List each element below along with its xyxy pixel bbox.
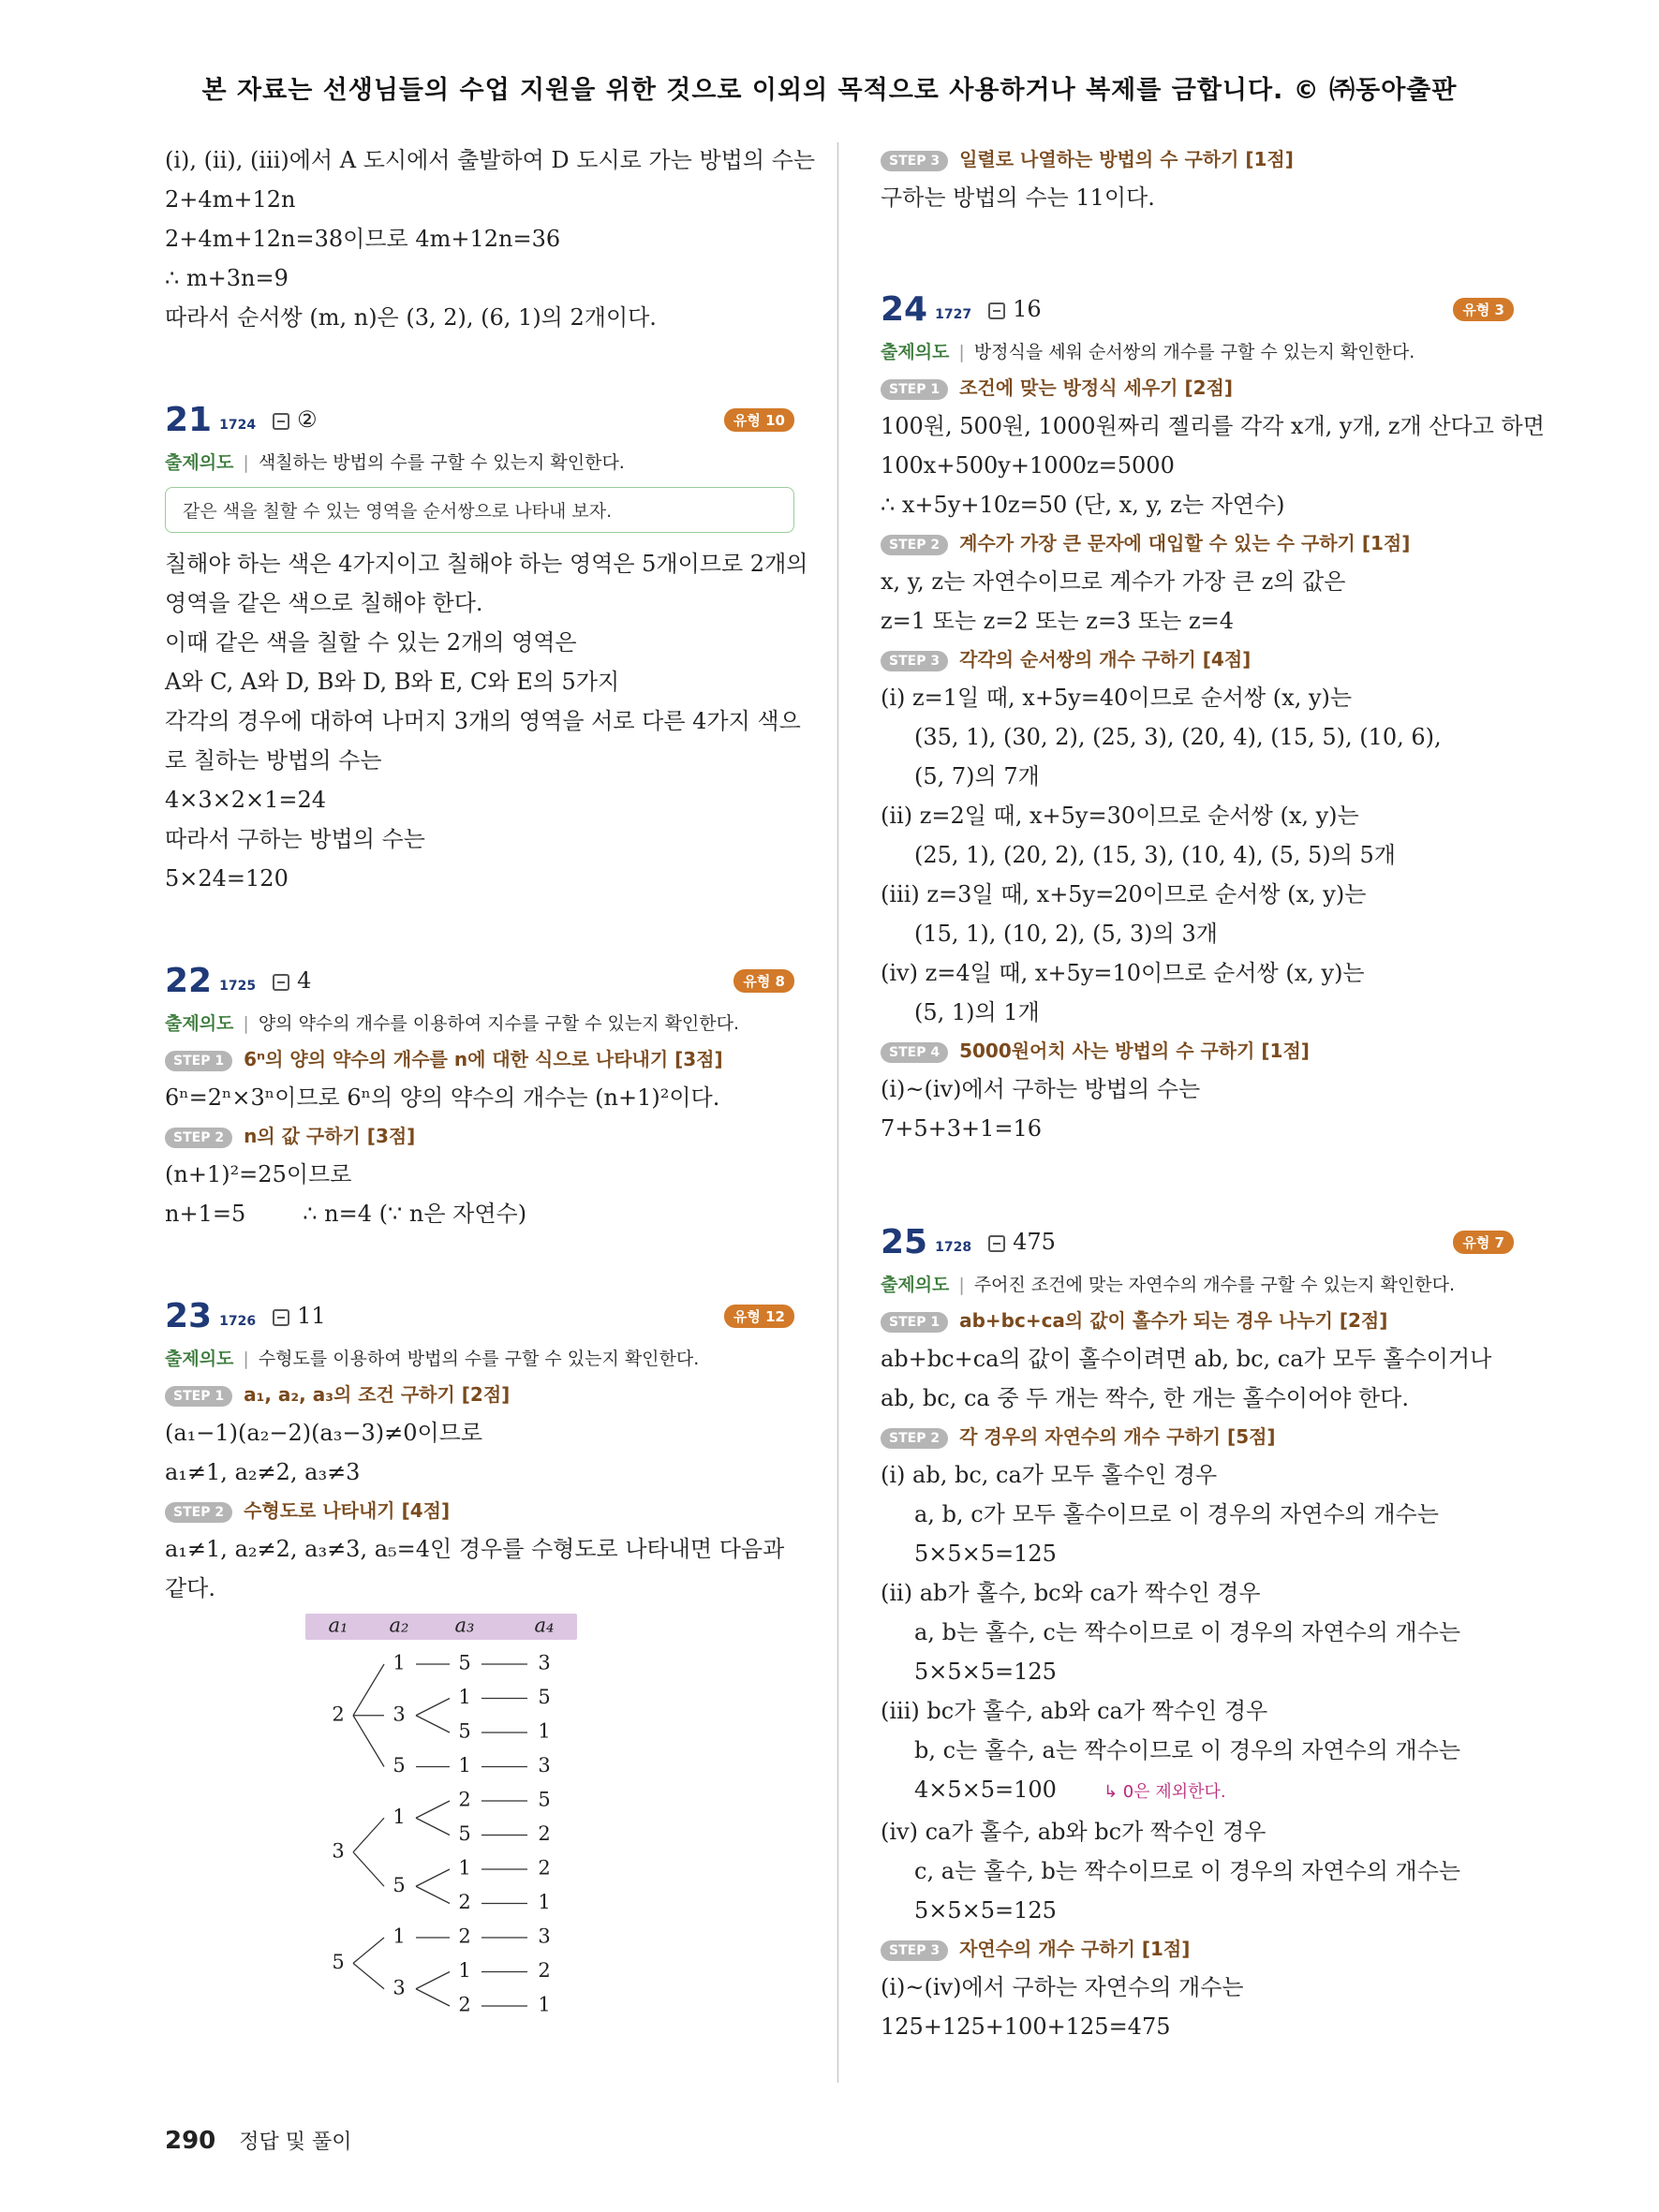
left-column <box>165 140 816 2089</box>
intent-line: 출제의도 | 주어진 조건에 맞는 자연수의 개수를 구할 수 있는지 확인한다. <box>881 1275 1456 1295</box>
text-line: (ⅳ) ca가 홀수, ab와 bc가 짝수인 경우 <box>881 1819 1266 1845</box>
prev-solution-end <box>165 140 816 337</box>
problem-23 <box>165 1290 794 2089</box>
problem-21 <box>165 393 808 898</box>
text-line: (25, 1), (20, 2), (15, 3), (10, 4), (5, 5)의 5개 <box>914 842 1396 868</box>
type-badge: 유형 10 <box>724 408 794 432</box>
intent-label: 출제의도 <box>881 342 950 362</box>
intent-line: 출제의도 | 양의 약수의 개수를 이용하여 지수를 구할 수 있는지 확인한다. <box>165 1013 740 1034</box>
tree-edge <box>416 1989 450 2006</box>
step-title: a₁, a₂, a₃의 조건 구하기 [2점] <box>244 1383 511 1406</box>
tree-node-a3: 1 <box>458 1959 471 1982</box>
text-value: 4×5×5=100 <box>914 1777 1057 1803</box>
footnote-text: 0은 제외한다. <box>1122 1782 1226 1802</box>
intent-label: 출제의도 <box>165 1013 234 1034</box>
text-line: a₁≠1, a₂≠2, a₃≠3 <box>165 1459 361 1485</box>
step-title: 6ⁿ의 양의 약수의 개수를 n에 대한 식으로 나타내기 [3점] <box>244 1048 723 1070</box>
tree-node-a2: 3 <box>393 1703 406 1726</box>
answer-icon <box>273 413 289 430</box>
tree-node-a3: 5 <box>458 1651 471 1674</box>
tree-header-label: a₃ <box>454 1614 475 1637</box>
step-heading <box>165 1040 794 1078</box>
step-heading <box>881 524 1514 562</box>
tree-node-a4: 3 <box>538 1651 551 1674</box>
text-line: (ⅱ) ab가 홀수, bc와 ca가 짝수인 경우 <box>881 1580 1261 1606</box>
tree-edge <box>416 1869 450 1886</box>
text-line: c, a는 홀수, b는 짝수이므로 이 경우의 자연수의 개수는 <box>914 1858 1461 1884</box>
text-line: a, b는 홀수, c는 짝수이므로 이 경우의 자연수의 개수는 <box>914 1619 1461 1645</box>
tree-diagram-svg <box>165 1608 794 2086</box>
intent-text: 방정식을 세워 순서쌍의 개수를 구할 수 있는지 확인한다. <box>973 342 1415 362</box>
problem-code: 1724 <box>219 418 257 433</box>
text-line: ∴ m+3n=9 <box>165 265 289 291</box>
problem-number: 23 <box>165 1296 213 1335</box>
text-line: ab+bc+ca의 값이 홀수이려면 ab, bc, ca가 모두 홀수이거나 <box>881 1346 1492 1372</box>
step-badge: STEP 3 <box>881 151 948 171</box>
text-line: 5×5×5=125 <box>914 1541 1057 1567</box>
answer-value: 16 <box>1013 296 1042 322</box>
right-column <box>881 140 1545 2046</box>
step-badge: STEP 1 <box>165 1386 232 1407</box>
intent-text: 색칠하는 방법의 수를 구할 수 있는지 확인한다. <box>258 452 625 473</box>
step-badge: STEP 1 <box>165 1051 232 1071</box>
step-heading <box>165 1492 794 1529</box>
tree-node-a3: 1 <box>458 1686 471 1708</box>
intent-line: 출제의도 | 수형도를 이용하여 방법의 수를 구할 수 있는지 확인한다. <box>165 1349 700 1369</box>
text-line: 영역을 같은 색으로 칠해야 한다. <box>165 590 483 616</box>
text-line: (a₁−1)(a₂−2)(a₃−3)≠0이므로 <box>165 1420 483 1446</box>
tree-edge <box>353 1963 384 1988</box>
text-line: ∴ x+5y+10z=50 (단, x, y, z는 자연수) <box>881 492 1285 518</box>
text-line: 이때 같은 색을 칠할 수 있는 2개의 영역은 <box>165 629 577 656</box>
footnote-note: ↳ 0은 제외한다. <box>1103 1782 1226 1802</box>
text-line: (n+1)²=25이므로 <box>165 1161 352 1187</box>
tree-edge <box>416 1801 450 1818</box>
step-title: 자연수의 개수 구하기 [1점] <box>959 1938 1191 1960</box>
step-title: 각각의 순서쌍의 개수 구하기 [4점] <box>959 648 1252 671</box>
text-line: (15, 1), (10, 2), (5, 3)의 3개 <box>914 921 1218 947</box>
step-badge: STEP 1 <box>881 1312 948 1333</box>
footer-label: 정답 및 풀이 <box>239 2131 352 2154</box>
tree-edge <box>416 1972 450 1989</box>
answer-icon <box>273 1309 289 1326</box>
problem-header <box>881 1216 1514 1268</box>
text-line: (ⅰ), (ⅱ), (ⅲ)에서 A 도시에서 출발하여 D 도시로 가는 방법의 수는 <box>165 147 816 173</box>
step-heading <box>881 1032 1514 1069</box>
text-line: 7+5+3+1=16 <box>881 1115 1043 1142</box>
problem-header <box>165 954 794 1007</box>
text-line: 5×5×5=125 <box>914 1659 1057 1685</box>
text-line: 100x+500y+1000z=5000 <box>881 452 1175 479</box>
step-title: 각 경우의 자연수의 개수 구하기 [5점] <box>959 1425 1276 1448</box>
tree-node-a4: 2 <box>538 1856 551 1880</box>
tree-node-a4: 1 <box>538 1719 551 1743</box>
answer-value: 4 <box>297 967 312 994</box>
answer-icon <box>988 1235 1005 1252</box>
step-title: 5000원어치 사는 방법의 수 구하기 [1점] <box>959 1040 1310 1062</box>
problem-22 <box>165 954 794 1233</box>
type-badge: 유형 8 <box>733 969 794 993</box>
step-badge: STEP 3 <box>881 1940 948 1961</box>
tree-node-a1: 2 <box>332 1703 345 1726</box>
problem-25 <box>881 1216 1514 2046</box>
answer-icon <box>988 302 1005 319</box>
step-heading <box>881 1418 1514 1455</box>
tree-edge <box>353 1664 384 1716</box>
tree-node-a4: 1 <box>538 1993 551 2016</box>
step-badge: STEP 3 <box>881 651 948 671</box>
problem-23-step3 <box>881 140 1514 217</box>
tree-edge <box>416 1818 450 1835</box>
tree-node-a4: 5 <box>538 1686 551 1708</box>
step-badge: STEP 2 <box>881 1428 948 1449</box>
tree-node-a4: 3 <box>538 1754 551 1777</box>
step-title: 계수가 가장 큰 문자에 대입할 수 있는 수 구하기 [1점] <box>959 532 1411 554</box>
problem-header <box>165 393 794 446</box>
step-heading <box>165 1376 794 1413</box>
text-line: ab, bc, ca 중 두 개는 짝수, 한 개는 홀수이어야 한다. <box>881 1385 1409 1411</box>
answer-value: ② <box>297 406 318 433</box>
tree-node-a3: 1 <box>458 1856 471 1880</box>
step-badge: STEP 1 <box>881 379 948 400</box>
tree-node-a4: 5 <box>538 1788 551 1811</box>
text-line <box>881 1770 1514 1812</box>
copyright-notice: 본 자료는 선생님들의 수업 지원을 위한 것으로 이외의 목적으로 사용하거나 복제를 금합니다. © ㈜동아출판 <box>201 76 1458 105</box>
tree-node-a4: 2 <box>538 1822 551 1845</box>
problem-code: 1727 <box>935 307 972 322</box>
hint-box: 같은 색을 칠할 수 있는 영역을 순서쌍으로 나타내 보자. <box>165 487 794 533</box>
tree-node-a2: 3 <box>393 1976 406 1999</box>
tree-header-label: a₄ <box>534 1614 555 1637</box>
step-badge: STEP 2 <box>165 1502 232 1523</box>
tree-diagram <box>165 1608 794 2089</box>
tree-node-a3: 5 <box>458 1822 471 1845</box>
intent-label: 출제의도 <box>881 1275 950 1295</box>
text-line: (5, 7)의 7개 <box>914 763 1040 789</box>
tree-node-a1: 5 <box>332 1950 345 1973</box>
text-line: 칠해야 하는 색은 4가지이고 칠해야 하는 영역은 5개이므로 2개의 <box>165 551 808 577</box>
tree-node-a4: 3 <box>538 1924 551 1948</box>
type-badge: 유형 12 <box>724 1305 794 1328</box>
problem-header <box>881 283 1514 335</box>
text-line: (ⅲ) bc가 홀수, ab와 ca가 짝수인 경우 <box>881 1698 1268 1724</box>
tree-edge <box>416 1716 450 1733</box>
text-line: 6ⁿ=2ⁿ×3ⁿ이므로 6ⁿ의 양의 약수의 개수는 (n+1)²이다. <box>165 1084 720 1111</box>
text-line: 125+125+100+125=475 <box>881 2013 1171 2040</box>
text-line: 따라서 순서쌍 (m, n)은 (3, 2), (6, 1)의 2개이다. <box>165 304 657 331</box>
page-footer <box>165 2126 352 2155</box>
problem-number: 21 <box>165 400 213 439</box>
step-title: ab+bc+ca의 값이 홀수가 되는 경우 나누기 [2점] <box>959 1309 1388 1332</box>
text-line: 5×24=120 <box>165 865 289 892</box>
problem-number: 24 <box>881 289 928 329</box>
intent-text: 양의 약수의 개수를 이용하여 지수를 구할 수 있는지 확인한다. <box>258 1013 740 1034</box>
page-number: 290 <box>165 2127 216 2155</box>
step-heading <box>165 1117 794 1155</box>
text-line: 4×3×2×1=24 <box>165 787 327 813</box>
problem-code: 1728 <box>935 1240 972 1255</box>
column-divider <box>837 142 838 2083</box>
problem-number: 25 <box>881 1222 928 1261</box>
step-heading <box>881 1930 1514 1968</box>
tree-node-a1: 3 <box>332 1839 345 1863</box>
intent-label: 출제의도 <box>165 1349 234 1369</box>
text-line: 따라서 구하는 방법의 수는 <box>165 826 425 852</box>
tree-node-a3: 5 <box>458 1719 471 1743</box>
tree-node-a3: 2 <box>458 1993 471 2016</box>
step-heading <box>881 641 1514 678</box>
text-line: 100원, 500원, 1000원짜리 젤리를 각각 x개, y개, z개 산다고 하면 <box>881 413 1545 439</box>
tree-node-a3: 2 <box>458 1891 471 1913</box>
text-line: 로 칠하는 방법의 수는 <box>165 747 382 774</box>
tree-node-a2: 5 <box>393 1873 406 1896</box>
step-badge: STEP 2 <box>165 1128 232 1148</box>
step-badge: STEP 4 <box>881 1042 948 1063</box>
text-line: a, b, c가 모두 홀수이므로 이 경우의 자연수의 개수는 <box>914 1501 1439 1527</box>
text-line: 2+4m+12n <box>165 186 296 213</box>
type-badge: 유형 3 <box>1453 298 1514 321</box>
text-line: (ⅰ) z=1일 때, x+5y=40이므로 순서쌍 (x, y)는 <box>881 685 1353 711</box>
text-line: (ⅲ) z=3일 때, x+5y=20이므로 순서쌍 (x, y)는 <box>881 881 1367 907</box>
step-title: n의 값 구하기 [3점] <box>244 1125 416 1147</box>
step-heading <box>881 369 1514 406</box>
intent-line: 출제의도 | 방정식을 세워 순서쌍의 개수를 구할 수 있는지 확인한다. <box>881 342 1415 362</box>
tree-node-a2: 1 <box>393 1651 406 1674</box>
step-title: 조건에 맞는 방정식 세우기 [2점] <box>959 376 1233 399</box>
problem-24 <box>881 283 1545 1148</box>
tree-edge <box>416 1699 450 1716</box>
intent-text: 주어진 조건에 맞는 자연수의 개수를 구할 수 있는지 확인한다. <box>973 1275 1456 1295</box>
tree-node-a2: 1 <box>393 1924 406 1948</box>
step-badge: STEP 2 <box>881 535 948 555</box>
tree-edge <box>353 1716 384 1767</box>
text-line: 같다. <box>165 1575 215 1601</box>
tree-node-a4: 1 <box>538 1891 551 1913</box>
text-line: 2+4m+12n=38이므로 4m+12n=36 <box>165 226 561 252</box>
text-line: 각각의 경우에 대하여 나머지 3개의 영역을 서로 다른 4가지 색으 <box>165 708 801 734</box>
text-line: n+1=5 ∴ n=4 (∵ n은 자연수) <box>165 1201 527 1227</box>
tree-edge <box>353 1818 384 1852</box>
text-line: a₁≠1, a₂≠2, a₃≠3, a₅=4인 경우를 수형도로 나타내면 다음과 <box>165 1536 785 1562</box>
text-line: 5×5×5=125 <box>914 1897 1057 1924</box>
answer-value: 475 <box>1013 1229 1056 1255</box>
problem-header <box>165 1290 794 1342</box>
tree-edge <box>353 1852 384 1887</box>
step-title: 수형도로 나타내기 [4점] <box>244 1499 451 1522</box>
text-line: (ⅱ) z=2일 때, x+5y=30이므로 순서쌍 (x, y)는 <box>881 803 1359 829</box>
text-line: b, c는 홀수, a는 짝수이므로 이 경우의 자연수의 개수는 <box>914 1737 1461 1763</box>
intent-text: 수형도를 이용하여 방법의 수를 구할 수 있는지 확인한다. <box>258 1349 700 1369</box>
text-line: (5, 1)의 1개 <box>914 999 1040 1025</box>
step-title: 일렬로 나열하는 방법의 수 구하기 [1점] <box>959 148 1294 170</box>
answer-icon <box>273 974 289 991</box>
tree-edge <box>416 1886 450 1903</box>
answer-value: 11 <box>297 1303 326 1329</box>
text-line: (35, 1), (30, 2), (25, 3), (20, 4), (15, 5), (10, 6), <box>914 724 1442 750</box>
tree-node-a4: 2 <box>538 1959 551 1982</box>
text-line: 구하는 방법의 수는 11이다. <box>881 184 1155 211</box>
text-line: z=1 또는 z=2 또는 z=3 또는 z=4 <box>881 608 1234 634</box>
text-line: (ⅰ)~(ⅳ)에서 구하는 자연수의 개수는 <box>881 1974 1244 2000</box>
text-line: A와 C, A와 D, B와 D, B와 E, C와 E의 5가지 <box>165 669 620 695</box>
tree-node-a2: 1 <box>393 1805 406 1828</box>
tree-node-a2: 5 <box>393 1754 406 1777</box>
step-heading <box>881 140 1514 178</box>
tree-edge <box>353 1938 384 1963</box>
intent-label: 출제의도 <box>165 452 234 473</box>
text-line: (ⅳ) z=4일 때, x+5y=10이므로 순서쌍 (x, y)는 <box>881 960 1365 986</box>
intent-line: 출제의도 | 색칠하는 방법의 수를 구할 수 있는지 확인한다. <box>165 452 625 473</box>
tree-header-label: a₁ <box>328 1614 348 1637</box>
tree-header-label: a₂ <box>389 1614 409 1637</box>
tree-node-a3: 2 <box>458 1924 471 1948</box>
step-heading <box>881 1302 1514 1339</box>
tree-node-a3: 1 <box>458 1754 471 1777</box>
problem-code: 1725 <box>219 979 257 994</box>
tree-node-a3: 2 <box>458 1788 471 1811</box>
type-badge: 유형 7 <box>1453 1231 1514 1254</box>
problem-number: 22 <box>165 961 213 1000</box>
problem-code: 1726 <box>219 1314 257 1329</box>
text-line: (ⅰ)~(ⅳ)에서 구하는 방법의 수는 <box>881 1076 1201 1102</box>
text-line: (ⅰ) ab, bc, ca가 모두 홀수인 경우 <box>881 1462 1218 1488</box>
text-line: x, y, z는 자연수이므로 계수가 가장 큰 z의 값은 <box>881 568 1346 595</box>
